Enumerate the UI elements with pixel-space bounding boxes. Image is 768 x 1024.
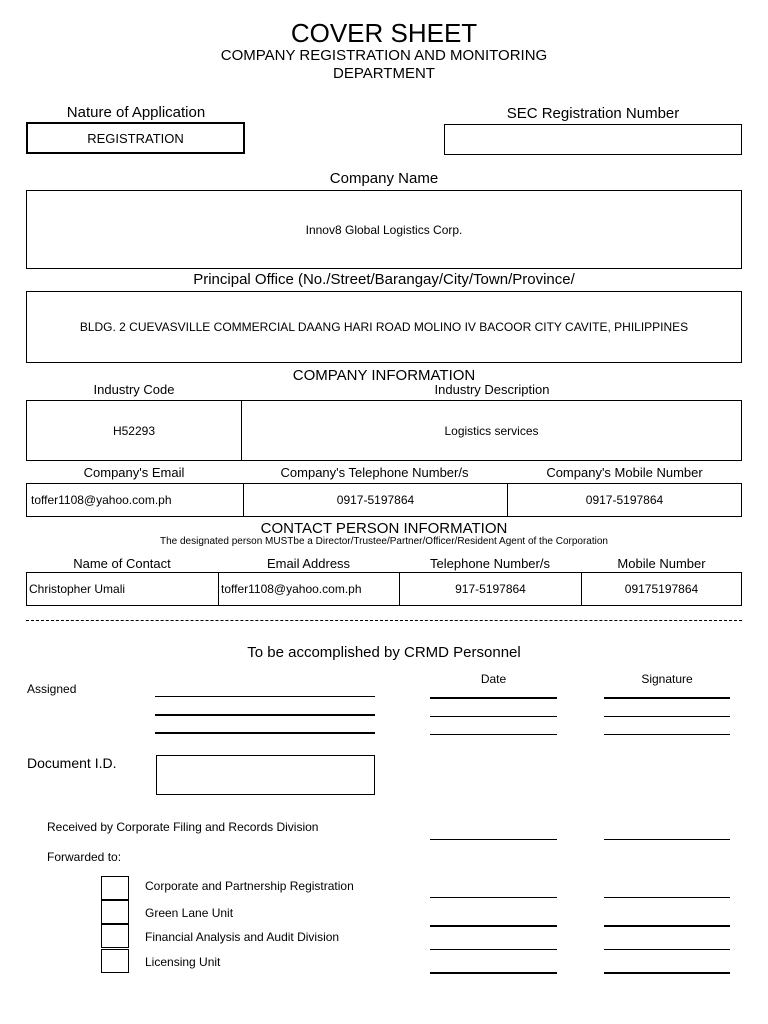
document-id-label: Document I.D. (27, 755, 117, 771)
contact-name-field[interactable]: Christopher Umali (26, 572, 219, 606)
unit-label: Licensing Unit (145, 955, 221, 969)
company-mobile-label: Company's Mobile Number (546, 465, 703, 480)
sec-registration-number-label: SEC Registration Number (506, 105, 680, 122)
company-name-field[interactable]: Innov8 Global Logistics Corp. (26, 190, 742, 269)
contact-email-label: Email Address (266, 556, 351, 571)
principal-office-field[interactable]: BLDG. 2 CUEVASVILLE COMMERCIAL DAANG HARI ROAD MOLINO IV BACOOR CITY CAVITE, PHILIPPINES (26, 291, 742, 363)
forward-checkbox[interactable] (101, 876, 129, 900)
crmd-heading: To be accomplished by CRMD Personnel (247, 644, 521, 661)
unit-signature-line[interactable] (604, 897, 730, 898)
contact-person-note: The designated person MUSTbe a Director/Trustee/Partner/Officer/Resident Agent of the Corporation (159, 536, 608, 547)
company-email-field[interactable]: toffer1108@yahoo.com.ph (26, 483, 244, 517)
company-telephone-field[interactable]: 0917-5197864 (243, 483, 508, 517)
unit-date-line[interactable] (430, 897, 557, 898)
assigned-label: Assigned (27, 682, 77, 696)
unit-date-line[interactable] (430, 972, 557, 974)
received-signature-line[interactable] (604, 839, 730, 840)
nature-of-application-label: Nature of Application (66, 104, 206, 121)
assigned-date-line[interactable] (430, 716, 557, 717)
forward-checkbox[interactable] (101, 900, 129, 924)
forward-checkbox[interactable] (101, 924, 129, 948)
contact-email-field[interactable]: toffer1108@yahoo.com.ph (218, 572, 400, 606)
signature-column-label: Signature (641, 672, 693, 686)
contact-mobile-field[interactable]: 09175197864 (581, 572, 742, 606)
received-date-line[interactable] (430, 839, 557, 840)
received-label: Received by Corporate Filing and Records Division (47, 820, 319, 834)
assigned-line[interactable] (155, 732, 375, 734)
industry-description-field[interactable]: Logistics services (241, 400, 742, 461)
date-column-label: Date (480, 672, 507, 686)
contact-telephone-label: Telephone Number/s (430, 556, 550, 571)
assigned-line[interactable] (155, 714, 375, 716)
industry-code-field[interactable]: H52293 (26, 400, 242, 461)
assigned-signature-line[interactable] (604, 734, 730, 735)
company-name-label: Company Name (329, 170, 439, 187)
unit-label: Green Lane Unit (145, 906, 234, 920)
assigned-date-line[interactable] (430, 697, 557, 699)
section-divider (26, 620, 742, 621)
page-title: COVER SHEET (290, 18, 478, 48)
contact-mobile-label: Mobile Number (617, 556, 706, 571)
forward-checkbox[interactable] (101, 949, 129, 973)
company-telephone-label: Company's Telephone Number/s (280, 465, 469, 480)
company-information-heading: COMPANY INFORMATION (292, 367, 476, 384)
assigned-signature-line[interactable] (604, 716, 730, 717)
unit-label: Financial Analysis and Audit Division (145, 930, 340, 944)
principal-office-label: Principal Office (No./Street/Barangay/City/Town/Province/ (193, 271, 575, 288)
unit-signature-line[interactable] (604, 949, 730, 950)
unit-date-line[interactable] (430, 925, 557, 927)
assigned-date-line[interactable] (430, 734, 557, 735)
contact-telephone-field[interactable]: 917-5197864 (399, 572, 582, 606)
department-line-1: COMPANY REGISTRATION AND MONITORING (220, 47, 548, 64)
industry-description-label: Industry Description (434, 382, 550, 397)
assigned-line[interactable] (155, 696, 375, 697)
assigned-signature-line[interactable] (604, 697, 730, 699)
nature-of-application-field[interactable]: REGISTRATION (26, 122, 245, 154)
department-line-2: DEPARTMENT (333, 65, 435, 82)
forwarded-label: Forwarded to: (47, 850, 122, 864)
unit-date-line[interactable] (430, 949, 557, 950)
industry-code-label: Industry Code (93, 382, 175, 397)
unit-signature-line[interactable] (604, 925, 730, 927)
company-email-label: Company's Email (83, 465, 185, 480)
contact-person-heading: CONTACT PERSON INFORMATION (260, 520, 508, 537)
unit-signature-line[interactable] (604, 972, 730, 974)
company-mobile-field[interactable]: 0917-5197864 (507, 483, 742, 517)
sec-registration-number-field[interactable] (444, 124, 742, 155)
unit-label: Corporate and Partnership Registration (145, 879, 354, 893)
document-id-field[interactable] (156, 755, 375, 795)
contact-name-label: Name of Contact (73, 556, 171, 571)
